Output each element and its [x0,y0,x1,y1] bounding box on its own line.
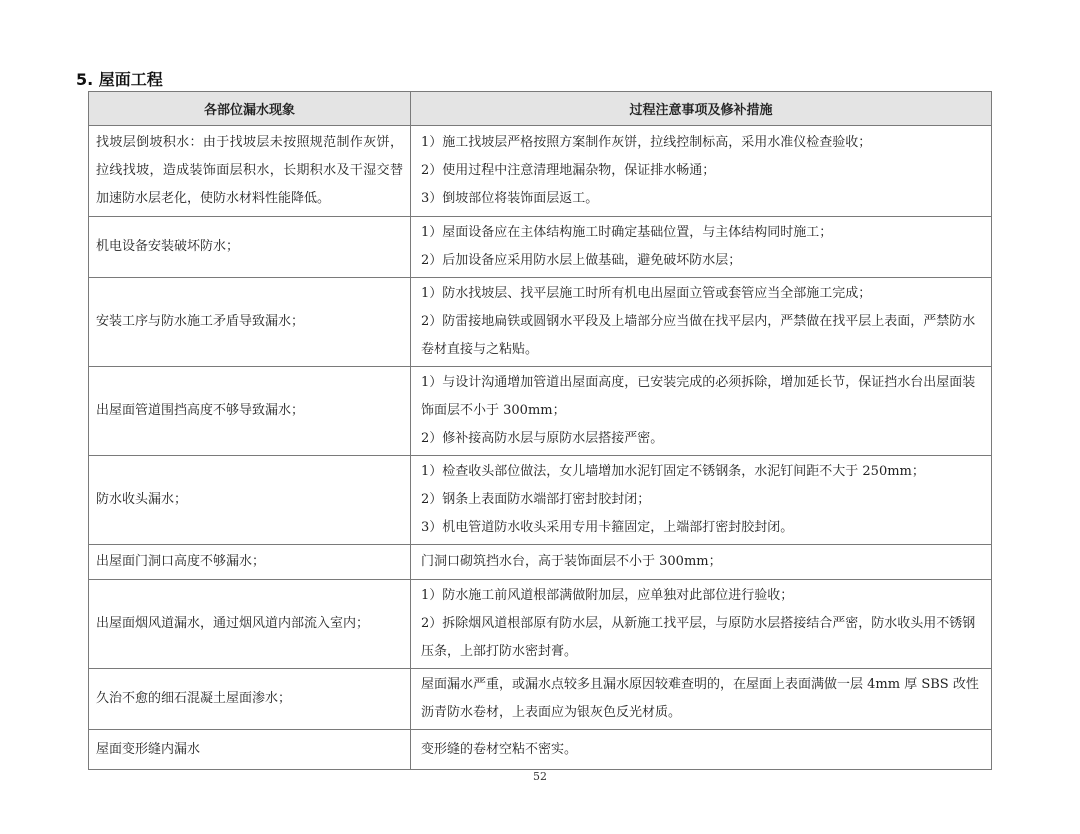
measure-item: 2）后加设备应采用防水层上做基础，避免破坏防水层； [421,253,742,268]
measure-item: 3）机电管道防水收头采用专用卡箍固定，上端部打密封胶封闭。 [421,520,794,535]
measures-cell [411,580,992,669]
phenomenon-cell: 久治不愈的细石混凝土屋面渗水； [89,669,411,730]
measure-item: 1）施工找坡层严格按照方案制作灰饼，拉线控制标高，采用水准仪检查验收； [421,135,872,150]
table-row [89,278,992,367]
measure-item: 2）修补接高防水层与原防水层搭接严密。 [421,431,664,446]
measures-cell [411,669,992,730]
table-row [89,545,992,580]
table-header-row [89,92,992,126]
table-row [89,730,992,770]
phenomenon-cell: 机电设备安装破坏防水； [89,217,411,278]
phenomenon-cell: 安装工序与防水施工矛盾导致漏水； [89,278,411,367]
column-header-measures: 过程注意事项及修补措施 [411,92,992,126]
column-header-phenomenon: 各部位漏水现象 [89,92,411,126]
measure-item: 门洞口砌筑挡水台，高于装饰面层不小于 300mm； [421,554,722,569]
measure-item: 1）屋面设备应在主体结构施工时确定基础位置，与主体结构同时施工； [421,225,833,240]
measures-cell [411,367,992,456]
measure-item: 屋面漏水严重，或漏水点较多且漏水原因较难查明的，在屋面上表面满做一层 4mm 厚 SBS 改性沥青防水卷材，上表面应为银灰色反光材质。 [421,677,979,720]
measure-item: 2）钢条上表面防水端部打密封胶封闭； [421,492,651,507]
section-title: 5. 屋面工程 [76,70,163,89]
phenomenon-cell: 防水收头漏水； [89,456,411,545]
page-number: 52 [533,770,547,783]
table-row [89,669,992,730]
measure-item: 2）拆除烟风道根部原有防水层，从新施工找平层，与原防水层搭接结合严密，防水收头用不锈钢压条，上部打防水密封膏。 [421,616,976,659]
measure-item: 2）防雷接地扁铁或圆钢水平段及上墙部分应当做在找平层内，严禁做在找平层上表面，严禁防水卷材直接与之粘贴。 [421,314,976,357]
phenomenon-cell: 出屋面管道围挡高度不够导致漏水； [89,367,411,456]
measure-item: 变形缝的卷材空粘不密实。 [421,741,578,757]
measures-cell [411,278,992,367]
measures-cell [411,126,992,217]
table-row [89,456,992,545]
leak-repair-table [88,91,992,770]
table-row [89,580,992,669]
phenomenon-cell: 出屋面烟风道漏水，通过烟风道内部流入室内； [89,580,411,669]
table-row [89,126,992,217]
table-row [89,217,992,278]
measure-item: 1）检查收头部位做法，女儿墙增加水泥钉固定不锈钢条，水泥钉间距不大于 250mm； [421,464,925,479]
measure-item: 2）使用过程中注意清理地漏杂物，保证排水畅通； [421,163,716,178]
measures-cell [411,217,992,278]
phenomenon-cell: 出屋面门洞口高度不够漏水； [89,545,411,580]
measures-cell [411,545,992,580]
table-row [89,367,992,456]
measure-item: 1）与设计沟通增加管道出屋面高度，已安装完成的必须拆除，增加延长节，保证挡水台出屋面装饰面层不小于 300mm； [421,375,976,418]
measure-item: 1）防水找坡层、找平层施工时所有机电出屋面立管或套管应当全部施工完成； [421,286,872,301]
phenomenon-cell: 找坡层倒坡积水：由于找坡层未按照规范制作灰饼，拉线找坡，造成装饰面层积水，长期积水及干湿交替加速防水层老化，使防水材料性能降低。 [89,126,411,217]
phenomenon-cell: 屋面变形缝内漏水 [89,730,411,770]
measures-cell [411,730,992,770]
measures-cell [411,456,992,545]
measure-item: 1）防水施工前风道根部满做附加层，应单独对此部位进行验收； [421,588,794,603]
measure-item: 3）倒坡部位将装饰面层返工。 [421,191,599,206]
